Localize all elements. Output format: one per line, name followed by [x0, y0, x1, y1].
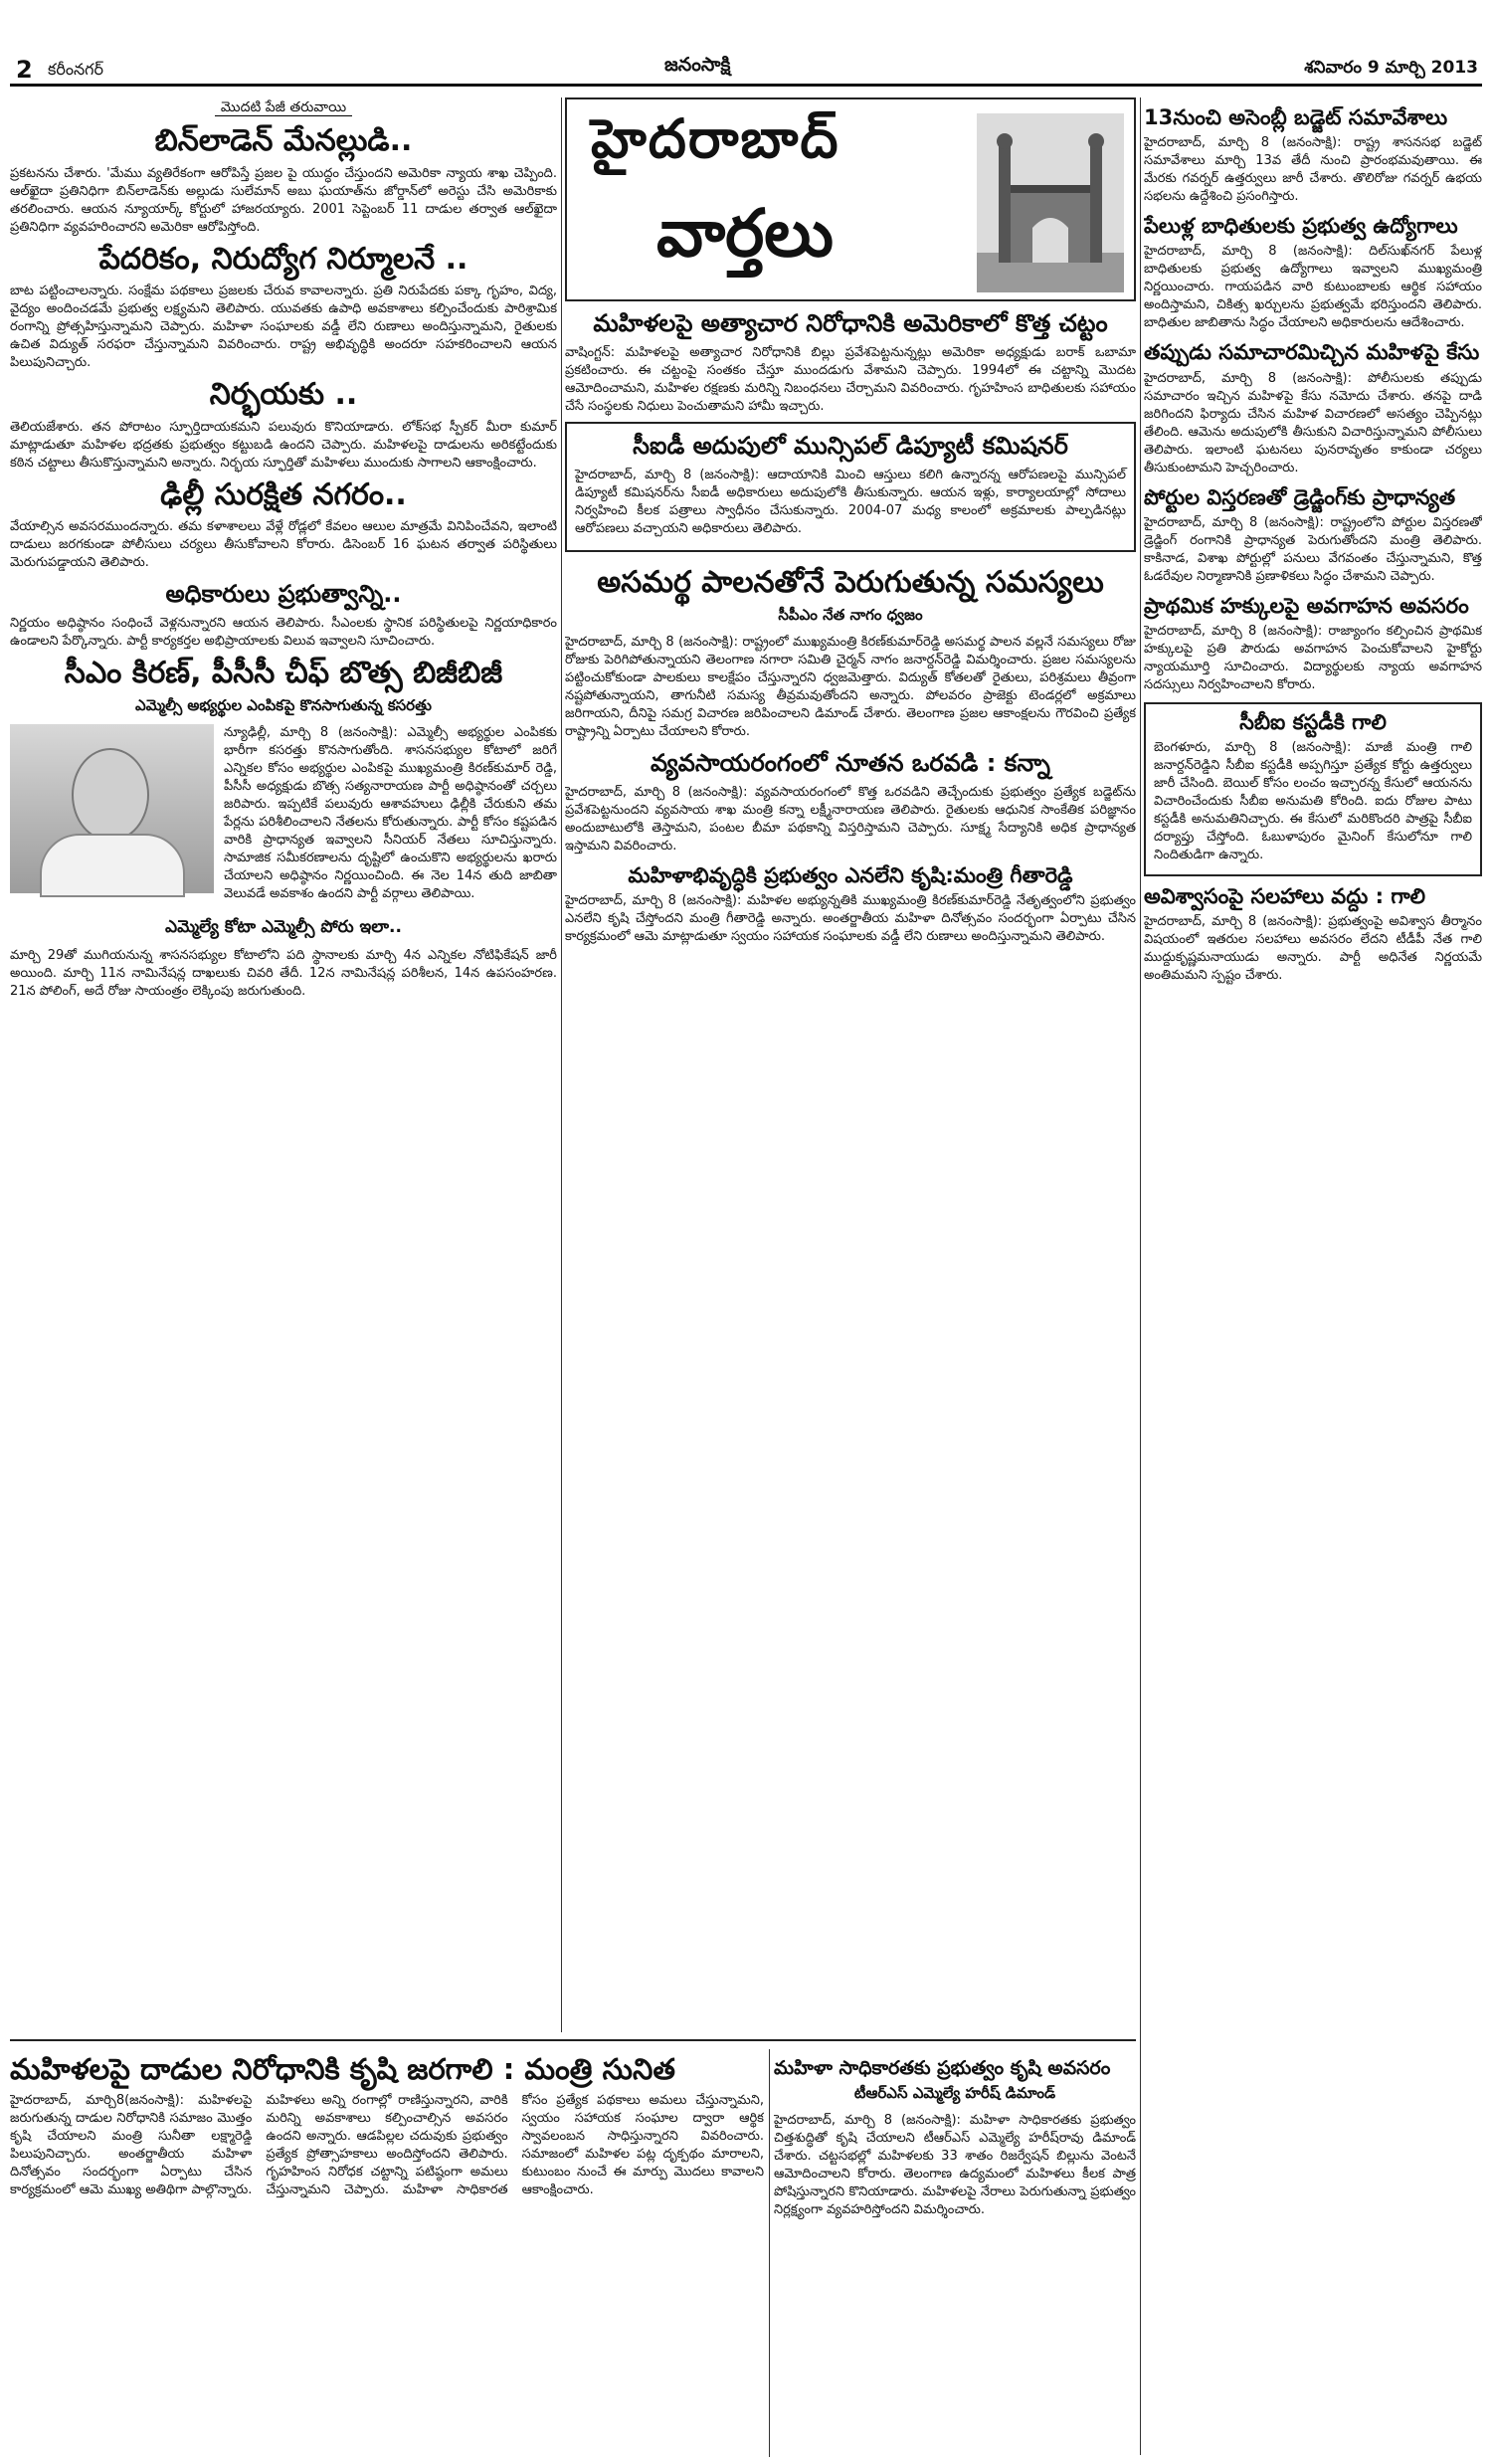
- header-rule: [10, 84, 1482, 87]
- column-right: [1144, 97, 1482, 2455]
- article-headline: ప్రాథమిక హక్కులపై అవగాహన అవసరం: [1144, 593, 1469, 618]
- issue-date: శనివారం 9 మార్చి 2013: [1304, 58, 1478, 78]
- article-body: హైదరాబాద్, మార్చి 8 (జనంసాక్షి): మహిళా సాధికారతకు ప్రభుత్వం చిత్తశుద్ధితో కృషి చేయాలని టీఆర్‌ఎస్ ఎమ్మెల్యే హరీష్‌రావు డిమాండ్ చేశారు. చట్టసభల్లో మహిళలకు 33 శాతం రిజర్వేషన్ బిల్లును వెంటనే ఆమోదించాలని కోరారు. తెలంగాణ ఉద్యమంలో మహిళలు కీలక పాత్ర పోషిస్తున్నారని కొనియాడారు. మహిళలపై నేరాలు పెరుగుతున్నా ప్రభుత్వం నిర్లక్ష్యంగా వ్యవహరిస్తోందని విమర్శించారు.: [774, 2112, 1136, 2217]
- article-headline: పేదరికం, నిరుద్యోగ నిర్మూలనే ..: [98, 241, 468, 277]
- article-headline: అసమర్థ పాలనతోనే పెరుగుతున్న సమస్యలు: [597, 564, 1104, 600]
- article-body: బాట పట్టించాలన్నారు. సంక్షేమ పథకాలు ప్రజలకు చేరువ కావాలన్నారు. ప్రతి నిరుపేదకు పక్కా గృహం, విద్య, వైద్యం అందించడమే ప్రభుత్వ లక్ష్యమని తెలిపారు. యువతకు ఉపాధి అవకాశాలు కల్పించేందుకు పారిశ్రామిక రంగాన్ని ప్రోత్సహిస్తున్నామని చెప్పారు. మహిళా సంఘాలకు వడ్డీ లేని రుణాలు అందిస్తున్నామని, రైతులకు ఉచిత విద్యుత్ సరఫరా చేస్తున్నామని వివరించారు. రాష్ట్ర అభివృద్ధికి అందరూ సహకరించాలని ఆయన పిలుపునిచ్చారు.: [10, 284, 557, 370]
- article-body: మార్చి 29తో ముగియనున్న శాసనసభ్యుల కోటాలోని పది స్థానాలకు మార్చి 4న ఎన్నికల నోటిఫికేషన్ జారీ అయింది. మార్చి 11న నామినేషన్ల దాఖలుకు చివరి తేదీ. 12న నామినేషన్ల పరిశీలన, 14న ఉపసంహరణ. 21న పోలింగ్, అదే రోజు సాయంత్రం లెక్కింపు జరుగుతుంది.: [10, 948, 557, 1000]
- article-headline: సీఐడీ అదుపులో మున్సిపల్ డిప్యూటీ కమిషనర్: [633, 431, 1068, 460]
- article-body: హైదరాబాద్, మార్చి 8 (జనంసాక్షి): పోలీసులకు తప్పుడు సమాచారం ఇచ్చిన మహిళపై కేసు నమోదు చేశారు. తనపై దాడి జరిగిందని ఫిర్యాదు చేసిన మహిళ విచారణలో అసత్యం చెప్పినట్లు తేలింది. ఆమెను అదుపులోకి తీసుకుని విచారిస్తున్నామని పోలీసులు తెలిపారు. ఇలాంటి ఘటనలు పునరావృతం కాకుండా చర్యలు తీసుకుంటామని హెచ్చరించారు.: [1144, 370, 1482, 475]
- article-body: హైదరాబాద్, మార్చి 8 (జనంసాక్షి): ప్రభుత్వంపై అవిశ్వాస తీర్మానం విషయంలో ఇతరుల సలహాలు అవసరం లేదని టీడీపీ నేత గాలి ముద్దుకృష్ణమనాయుడు అన్నారు. పార్టీ అధినేత నిర్ణయమే అంతిమమని స్పష్టం చేశారు.: [1144, 914, 1482, 984]
- article-headline: తప్పుడు సమాచారమిచ్చిన మహిళపై కేసు: [1144, 340, 1480, 365]
- kicker-text: మొదటి పేజీ తరువాయి: [215, 99, 352, 116]
- column-left: [10, 97, 557, 2032]
- article-headline: మహిళా సాధికారతకు ప్రభుత్వం కృషి అవసరం: [774, 2057, 1111, 2079]
- article-headline: మహిళలపై దాడుల నిరోధానికి కృషి జరగాలి : మంత్రి సునిత: [10, 2052, 675, 2086]
- page-header: [0, 0, 1492, 84]
- charminar-icon: [977, 113, 1124, 292]
- boxed-article: [1144, 702, 1482, 876]
- article-body: హైదరాబాద్, మార్చి8(జనంసాక్షి): మహిళలపై జరుగుతున్న దాడుల నిరోధానికి సమాజం మొత్తం కృషి చేయాలని మంత్రి సునీతా లక్ష్మారెడ్డి పిలుపునిచ్చారు. అంతర్జాతీయ మహిళా దినోత్సవం సందర్భంగా ఏర్పాటు చేసిన కార్యక్రమంలో ఆమె ముఖ్య అతిథిగా పాల్గొన్నారు. మహిళలు అన్ని రంగాల్లో రాణిస్తున్నారని, వారికి మరిన్ని అవకాశాలు కల్పించాల్సిన అవసరం ఉందని అన్నారు. ఆడపిల్లల చదువుకు ప్రభుత్వం ప్రత్యేక ప్రోత్సాహకాలు అందిస్తోందని తెలిపారు. గృహహింస నిరోధక చట్టాన్ని పటిష్ఠంగా అమలు చేస్తున్నామని చెప్పారు. మహిళా సాధికారత కోసం ప్రత్యేక పథకాలు అమలు చేస్తున్నామని, స్వయం సహాయక సంఘాల ద్వారా ఆర్థిక స్వావలంబన సాధిస్తున్నారని వివరించారు. సమాజంలో మహిళల పట్ల దృక్పథం మారాలని, కుటుంబం నుంచే ఈ మార్పు మొదలు కావాలని ఆకాంక్షించారు.: [10, 2093, 764, 2198]
- article-body: న్యూఢిల్లీ, మార్చి 8 (జనంసాక్షి): ఎమ్మెల్సీ అభ్యర్థుల ఎంపికకు భారీగా కసరత్తు కొనసాగుతోంది. శాసనసభ్యుల కోటాలో జరిగే ఎన్నికల కోసం అభ్యర్థుల ఎంపికపై ముఖ్యమంత్రి కిరణ్‌కుమార్ రెడ్డి, పీసీసీ అధ్యక్షుడు బొత్స సత్యనారాయణ పార్టీ అధిష్ఠానంతో చర్చలు జరిపారు. ఇప్పటికే పలువురు ఆశావహులు ఢిల్లీకి చేరుకుని తమ పేర్లను పరిశీలించాలని నేతలను కోరుతున్నారు. పార్టీ కోసం కష్టపడిన వారికి ప్రాధాన్యత ఇవ్వాలని సీనియర్ నేతలు సూచిస్తున్నారు. సామాజిక సమీకరణాలను దృష్టిలో ఉంచుకొని అభ్యర్థులను ఖరారు చేయాలని అధిష్ఠానం నిర్ణయించింది. ఈ నెల 14న తుది జాబితా వెలువడే అవకాశం ఉందని పార్టీ వర్గాలు తెలిపాయి.: [224, 725, 557, 902]
- section-divider: [10, 2039, 1136, 2041]
- article-headline: 13నుంచి అసెంబ్లీ బడ్జెట్ సమావేశాలు: [1144, 105, 1448, 129]
- article-body: హైదరాబాద్, మార్చి 8 (జనంసాక్షి): మహిళల అభ్యున్నతికి ముఖ్యమంత్రి కిరణ్‌కుమార్‌రెడ్డి నేతృత్వంలోని ప్రభుత్వం ఎనలేని కృషి చేస్తోందని మంత్రి గీతారెడ్డి అన్నారు. అంతర్జాతీయ మహిళా దినోత్సవం సందర్భంగా ఏర్పాటు చేసిన కార్యక్రమంలో ఆమె మాట్లాడుతూ స్వయం సహాయక సంఘాలకు వడ్డీ లేని రుణాలు అందిస్తున్నామని తెలిపారు.: [565, 893, 1136, 945]
- column-center: [565, 97, 1136, 2032]
- article-body: వేయాల్సిన అవసరముందన్నారు. తమ కళాశాలలు వేళ్లే రోడ్లలో కేవలం ఆలుల మాత్రమే వినిపించేవని, ఇలాంటి దాడులు జరగకుండా పోలీసులు చర్యలు తీసుకోవాలని కోరారు. డిసెంబర్ 16 ఘటన తర్వాత పరిస్థితులు మెరుగుపడ్డాయని తెలిపారు.: [10, 519, 557, 570]
- continuation-kicker: [10, 99, 557, 118]
- article-subheadline: ఎమ్మెల్సీ అభ్యర్థుల ఎంపికపై కొనసాగుతున్న కసరత్తు: [135, 696, 432, 715]
- article-headline: అధికారులు ప్రభుత్వాన్ని..: [165, 580, 402, 608]
- cm-photo: [10, 724, 214, 893]
- hyderabad-news-banner: [565, 97, 1136, 301]
- article-body: హైదరాబాద్, మార్చి 8 (జనంసాక్షి): రాష్ట్రంలో ముఖ్యమంత్రి కిరణ్‌కుమార్‌రెడ్డి అసమర్థ పాలన వల్లనే సమస్యలు రోజు రోజుకు పెరిగిపోతున్నాయని తెలంగాణ నగారా సమితి చైర్మన్ నాగం జనార్దన్‌రెడ్డి విమర్శించారు. ప్రజల సమస్యలను పట్టించుకోకుండా పాలకులు కాలక్షేపం చేస్తున్నారని ధ్వజమెత్తారు. విద్యుత్ కోతలతో రైతులు, పరిశ్రమలు తీవ్రంగా నష్టపోతున్నాయని, తాగునీటి సమస్య తీవ్రమవుతోందని అన్నారు. పోలవరం ప్రాజెక్టు టెండర్లలో అక్రమాలు జరిగాయని, దీనిపై సమగ్ర విచారణ జరిపించాలని డిమాండ్ చేశారు. తెలంగాణ ప్రజల ఆకాంక్షలను గౌరవించి ప్రత్యేక రాష్ట్రాన్ని ఏర్పాటు చేయాలని కోరారు.: [565, 635, 1136, 740]
- article-body: హైదరాబాద్, మార్చి 8 (జనంసాక్షి): రాజ్యాంగం కల్పించిన ప్రాథమిక హక్కులపై ప్రతి పౌరుడు అవగాహన పెంచుకోవాలని హైకోర్టు న్యాయమూర్తి సూచించారు. విద్యార్థులకు న్యాయ అవగాహన సదస్సులు నిర్వహించాలని కోరారు.: [1144, 623, 1482, 692]
- article-headline: ఎమ్మెల్యే కోటా ఎమ్మెల్సీ పోరు ఇలా..: [165, 917, 402, 938]
- article-headline: సీబీఐ కస్టడీకి గాలి: [1239, 709, 1387, 734]
- banner-title-line1: హైదరాబాద్: [591, 107, 840, 170]
- section-name: కరీంనగర్: [48, 60, 104, 79]
- person-face-icon: [72, 748, 149, 842]
- page-number: 2: [16, 56, 33, 84]
- article-body: బెంగళూరు, మార్చి 8 (జనంసాక్షి): మాజీ మంత్రి గాలి జనార్దన్‌రెడ్డిని సీబీఐ కస్టడీకి అప్పగిస్తూ ప్రత్యేక కోర్టు ఉత్తర్వులు జారీ చేసింది. బెయిల్ కోసం లంచం ఇచ్చారన్న కేసులో ఆయనను విచారించేందుకు సీబీఐ అనుమతి కోరింది. ఐదు రోజుల పాటు కస్టడీకి అనుమతినిచ్చారు. ఈ కేసులో మరికొందరి పాత్రపై సీబీఐ దర్యాప్తు చేస్తోంది. ఓబుళాపురం మైనింగ్ కేసులోనూ గాలి నిందితుడిగా ఉన్నారు.: [1154, 740, 1472, 863]
- bottom-middle-article: [774, 2049, 1136, 2457]
- article-body: హైదరాబాద్, మార్చి 8 (జనంసాక్షి): రాష్ట్రంలోని పోర్టుల విస్తరణతో డ్రెడ్జింగ్ రంగానికి ప్రాధాన్యత పెరుగుతోందని మంత్రి తెలిపారు. కాకినాడ, విశాఖ పోర్టుల్లో పనులు వేగవంతం చేస్తున్నామని, కొత్త ఓడరేవుల నిర్మాణానికి ప్రణాళికలు సిద్ధం చేశామని చెప్పారు.: [1144, 514, 1482, 584]
- article-headline: మహిళాభివృద్ధికి ప్రభుత్వం ఎనలేని కృషి:మంత్రి గీతారెడ్డి: [628, 862, 1073, 887]
- article-body: తెలియజేశారు. తన పోరాటం స్ఫూర్తిదాయకమని పలువురు కొనియాడారు. లోక్‌సభ స్పీకర్ మీరా కుమార్ మాట్లాడుతూ మహిళల భద్రతకు ప్రభుత్వం కట్టుబడి ఉందని చెప్పారు. మహిళలపై దాడులను అరికట్టేందుకు కఠిన చట్టాలు తీసుకొస్తున్నామని అన్నారు. నిర్భయ స్ఫూర్తితో మహిళలు ముందుకు సాగాలని ఆకాంక్షించారు.: [10, 419, 557, 471]
- article-headline: వ్యవసాయరంగంలో నూతన ఒరవడి : కన్నా: [651, 749, 1050, 778]
- article-body: వాషింగ్టన్: మహిళలపై అత్యాచార నిరోధానికి బిల్లు ప్రవేశపెట్టనున్నట్లు అమెరికా అధ్యక్షుడు బరాక్ ఒబామా ప్రకటించారు. ఈ చట్టంపై సంతకం చేస్తూ ముందడుగు వేశామని చెప్పారు. 1994లో ఈ చట్టాన్ని మొదట ఆమోదించామని, మహిళల రక్షణకు మరిన్ని నిబంధనలు చేర్చామని వివరించారు. గృహహింస బాధితులకు సహాయం చేసే సంస్థలకు నిధులు పెంచుతామని హామీ ఇచ్చారు.: [565, 344, 1136, 414]
- article-body: హైదరాబాద్, మార్చి 8 (జనంసాక్షి): వ్యవసాయరంగంలో కొత్త ఒరవడిని తెచ్చేందుకు ప్రభుత్వం ప్రత్యేక బడ్జెట్‌ను ప్రవేశపెట్టనుందని వ్యవసాయ శాఖ మంత్రి కన్నా లక్ష్మీనారాయణ తెలిపారు. రైతులకు ఆధునిక సాంకేతిక పరిజ్ఞానం అందుబాటులోకి తెస్తామని, పంటల బీమా పథకాన్ని విస్తరిస్తామని చెప్పారు. సూక్ష్మ సేద్యానికి అధిక ప్రాధాన్యత ఇస్తామని వివరించారు.: [565, 784, 1136, 853]
- article-body: ప్రకటనను చేశారు. 'మేము వ్యతిరేకంగా ఆరోపిస్తే ప్రజల పై యుద్ధం చేస్తుందని అమెరికా న్యాయ శాఖ చెప్పింది. ఆల్‌ఖైదా ప్రతినిధిగా బిన్‌లాడెన్‌కు అల్లుడు సులేమాన్ అబు ఘయాత్‌ను జోర్డాన్‌లో అరెస్టు చేసి అమెరికాకు తరలించారు. ఆయన న్యూయార్క్ కోర్టులో హాజరయ్యారు. 2001 సెప్టెంబర్ 11 దాడుల తర్వాత ఆల్‌ఖైదా ప్రతినిధిగా వ్యవహరించారని అమెరికా ఆరోపిస్తోంది.: [10, 165, 557, 235]
- article-body: హైదరాబాద్, మార్చి 8 (జనంసాక్షి): దిల్‌సుఖ్‌నగర్ పేలుళ్ల బాధితులకు ప్రభుత్వ ఉద్యోగాలు ఇవ్వాలని ముఖ్యమంత్రి నిర్ణయించారు. గాయపడిన వారి కుటుంబాలకు ఆర్థిక సహాయం అందిస్తామని, చికిత్స ఖర్చులను ప్రభుత్వమే భరిస్తుందని తెలిపారు. బాధితుల జాబితాను సిద్ధం చేయాలని అధికారులను ఆదేశించారు.: [1144, 244, 1482, 331]
- article-headline: సీఎం కిరణ్, పీసీసీ చీఫ్ బొత్స బిజీబిజీ: [64, 655, 503, 690]
- bottom-left-article: [10, 2049, 764, 2457]
- person-body-icon: [40, 834, 185, 897]
- newspaper-logo: జనంసాక్షి: [664, 54, 731, 76]
- column-divider: [769, 2049, 770, 2457]
- article-headline: ఢిల్లీ సురక్షిత నగరం..: [160, 476, 407, 512]
- boxed-article: [565, 422, 1136, 552]
- article-headline: పేలుళ్ల బాధితులకు ప్రభుత్వ ఉద్యోగాలు: [1144, 214, 1458, 239]
- article-body: హైదరాబాద్, మార్చి 8 (జనంసాక్షి): ఆదాయానికి మించి ఆస్తులు కలిగి ఉన్నారన్న ఆరోపణలపై మున్సిపల్ డిప్యూటీ కమిషనర్‌ను సీఐడీ అధికారులు అదుపులోకి తీసుకున్నారు. ఆయన ఇళ్లు, కార్యాలయాల్లో సోదాలు నిర్వహించి కీలక పత్రాలు స్వాధీనం చేసుకున్నారు. 2004-07 మధ్య కాలంలో అక్రమాలకు పాల్పడినట్లు ఆరోపణలు వచ్చాయని అధికారులు తెలిపారు.: [575, 467, 1126, 536]
- article-headline: పోర్టుల విస్తరణతో డ్రెడ్జింగ్‌కు ప్రాధాన్యత: [1144, 484, 1456, 509]
- article-headline: బిన్‌లాడెన్ మేనల్లుడి..: [154, 123, 413, 158]
- banner-title-line2: వార్తలు: [656, 195, 834, 272]
- article-columns: [10, 2092, 764, 2201]
- article-subheadline: సీపీఎం నేత నాగం ధ్వజం: [778, 606, 923, 625]
- article-subheadline: టీఆర్‌ఎస్ ఎమ్మెల్యే హరీష్ డిమాండ్: [853, 2083, 1056, 2102]
- article-headline: మహిళలపై అత్యాచార నిరోధానికి అమెరికాలో కొత్త చట్టం: [593, 309, 1108, 337]
- article-body: హైదరాబాద్, మార్చి 8 (జనంసాక్షి): రాష్ట్ర శాసనసభ బడ్జెట్ సమావేశాలు మార్చి 13వ తేదీ నుంచి ప్రారంభమవుతాయి. ఈ మేరకు గవర్నర్ ఉత్తర్వులు జారీ చేశారు. తొలిరోజు గవర్నర్ ఉభయ సభలను ఉద్దేశించి ప్రసంగిస్తారు.: [1144, 135, 1482, 205]
- column-divider: [561, 97, 562, 2032]
- column-divider: [1140, 97, 1141, 2455]
- article-headline: నిర్భయకు ..: [209, 377, 358, 412]
- article-body: నిర్ణయం అధిష్ఠానం సంధించే వెళ్లనున్నారని ఆయన తెలిపారు. సీఎంలకు స్థానిక పరిస్థితులపై నిర్ణయాధికారం ఉండాలని పేర్కొన్నారు. పార్టీ కార్యకర్తల అభిప్రాయాలకు విలువ ఇవ్వాలని సూచించారు.: [10, 615, 557, 649]
- article-headline: అవిశ్వాసంపై సలహాలు వద్దు : గాలి: [1144, 884, 1426, 909]
